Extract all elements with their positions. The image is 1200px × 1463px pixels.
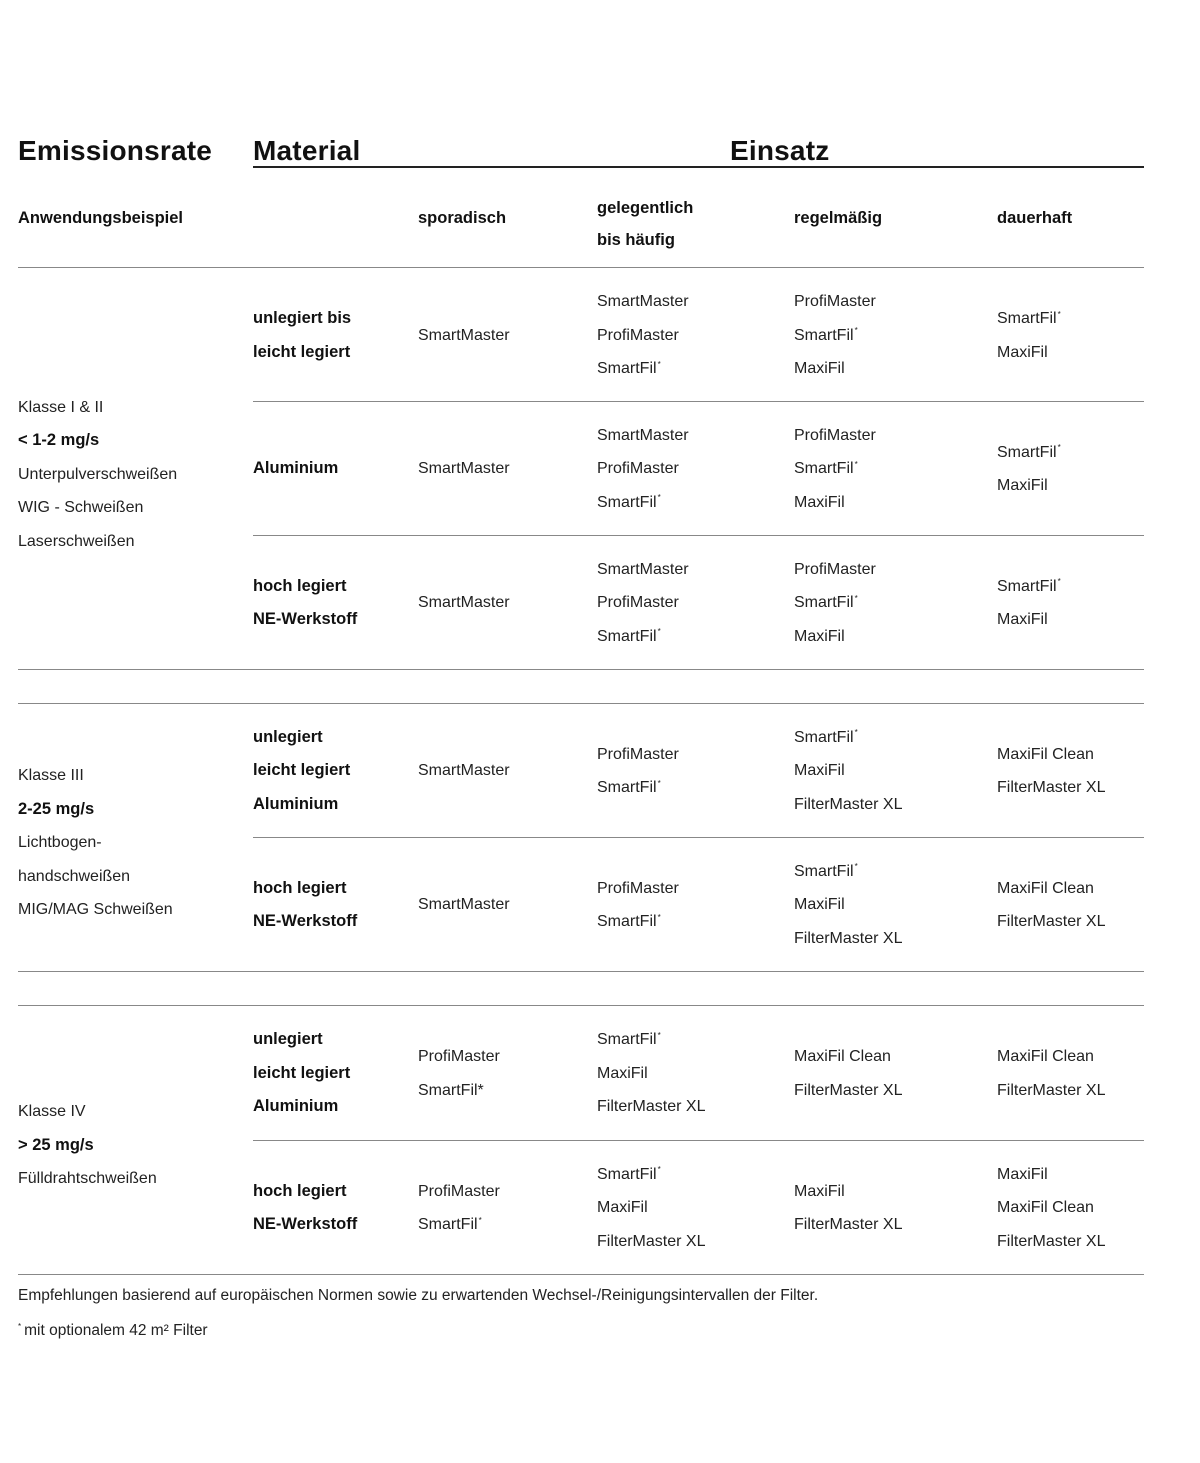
row-0-2-gelegentlich (597, 553, 689, 654)
group-1-class-line: handschweißen (18, 867, 131, 885)
row-0-1-gelegentlich-line: SmartMaster (597, 426, 689, 444)
row-1-0-regelmaessig-line: SmartFil* (794, 728, 858, 746)
footnote-optional-filter (18, 1322, 208, 1340)
row-0-0-regelmaessig-line: MaxiFil (794, 360, 845, 378)
row-0-1-regelmaessig-line: MaxiFil (794, 493, 845, 511)
row-2-0-material-line: leicht legiert (253, 1063, 351, 1082)
row-1-0-material-line: leicht legiert (253, 761, 351, 780)
group-1-class-line: Klasse III (18, 767, 84, 785)
group-0-class-line: Laserschweißen (18, 532, 135, 550)
row-0-2-dauerhaft-line: SmartFil* (997, 577, 1061, 595)
row-0-1-regelmaessig (794, 419, 876, 520)
row-1-0-sporadisch (418, 754, 510, 788)
group-1-class-line: MIG/MAG Schweißen (18, 901, 173, 919)
row-0-2-gelegentlich-line: SmartFil* (597, 627, 661, 645)
row-2-0-regelmaessig (794, 1040, 902, 1107)
row-0-2-sporadisch-line: SmartMaster (418, 594, 510, 612)
row-1-0-gelegentlich (597, 738, 679, 805)
optional-filter-marker: * (657, 359, 661, 369)
row-2-1-regelmaessig-line: MaxiFil (794, 1182, 845, 1200)
row-separator (253, 1140, 1144, 1141)
row-0-1-gelegentlich-line: SmartFil* (597, 493, 661, 511)
optional-filter-marker: * (1057, 309, 1061, 319)
optional-filter-marker: * (657, 778, 661, 788)
row-0-1-dauerhaft-line: MaxiFil (997, 477, 1048, 494)
row-1-1-dauerhaft-line: FilterMaster XL (997, 913, 1106, 930)
optional-filter-marker: * (657, 1030, 661, 1040)
footer-rule (18, 1274, 1144, 1275)
row-1-1-sporadisch (418, 888, 510, 922)
row-separator (253, 535, 1144, 536)
row-1-0-material-line: Aluminium (253, 794, 339, 813)
row-1-0-sporadisch-line: SmartMaster (418, 762, 510, 780)
row-1-0-dauerhaft-line: MaxiFil Clean (997, 745, 1094, 763)
row-2-0-dauerhaft-line: MaxiFil Clean (997, 1048, 1094, 1065)
optional-filter-marker: * (657, 1165, 661, 1175)
row-1-0-regelmaessig-line: FilterMaster XL (794, 795, 903, 813)
row-1-0-material-line: unlegiert (253, 727, 323, 746)
group-0-class-line: Unterpulverschweißen (18, 465, 178, 483)
heading-rule (253, 166, 1144, 168)
row-0-1-dauerhaft-line: SmartFil* (997, 443, 1061, 461)
group-0-class (18, 391, 177, 559)
row-0-2-regelmaessig (794, 553, 876, 654)
row-0-2-gelegentlich-line: ProfiMaster (597, 594, 679, 612)
optional-filter-marker: * (854, 326, 858, 336)
row-0-2-regelmaessig-line: ProfiMaster (794, 560, 876, 578)
row-0-2-material-line: NE-Werkstoff (253, 610, 358, 628)
row-0-1-material-line: Aluminium (253, 459, 339, 478)
optional-filter-marker: * (1057, 577, 1061, 587)
row-2-0-material-line: Aluminium (253, 1097, 339, 1116)
optional-filter-marker: * (854, 459, 858, 469)
row-1-1-material-line: hoch legiert (253, 878, 347, 897)
group-separator (18, 669, 1144, 670)
row-1-0-dauerhaft-line: FilterMaster XL (997, 779, 1106, 796)
row-2-0-gelegentlich-line: FilterMaster XL (597, 1098, 706, 1116)
row-2-1-material (253, 1175, 357, 1242)
row-2-1-gelegentlich (597, 1158, 705, 1259)
row-0-1-regelmaessig-line: ProfiMaster (794, 426, 876, 444)
row-1-1-sporadisch-line: SmartMaster (418, 896, 510, 914)
row-1-0-dauerhaft (997, 738, 1105, 805)
row-1-0-material (253, 721, 350, 822)
row-0-1-sporadisch-line: SmartMaster (418, 460, 510, 478)
group-0-class-line: < 1-2 mg/s (18, 431, 100, 450)
group-1-class-line: Lichtbogen- (18, 834, 102, 852)
row-2-1-regelmaessig (794, 1175, 902, 1242)
row-2-1-dauerhaft-line: FilterMaster XL (997, 1232, 1106, 1250)
group-1-class (18, 759, 173, 927)
col-header-gelegentlich-line1: gelegentlich (597, 199, 694, 217)
row-1-1-material (253, 872, 357, 939)
row-0-2-material (253, 570, 357, 637)
row-0-0-regelmaessig-line: ProfiMaster (794, 293, 876, 311)
group-2-class-line: Klasse IV (18, 1103, 86, 1121)
row-0-0-sporadisch-line: SmartMaster (418, 326, 510, 344)
row-2-1-gelegentlich-line: SmartFil* (597, 1165, 661, 1183)
row-1-1-gelegentlich-line: SmartFil* (597, 912, 661, 930)
row-2-1-dauerhaft-line: MaxiFil (997, 1165, 1048, 1183)
row-0-2-regelmaessig-line: SmartFil* (794, 593, 858, 612)
row-separator (253, 401, 1144, 402)
row-1-1-dauerhaft-line: MaxiFil Clean (997, 879, 1094, 897)
row-0-2-regelmaessig-line: MaxiFil (794, 627, 845, 645)
row-2-1-gelegentlich-line: MaxiFil (597, 1199, 648, 1217)
group-1-class-line: 2-25 mg/s (18, 799, 95, 818)
group-separator (18, 703, 1144, 704)
row-2-0-material-line: unlegiert (253, 1030, 323, 1049)
row-2-0-sporadisch (418, 1040, 500, 1107)
row-0-2-sporadisch (418, 586, 510, 620)
row-2-0-sporadisch-line: SmartFil* (418, 1081, 484, 1099)
row-0-1-gelegentlich-line: ProfiMaster (597, 460, 679, 478)
row-2-0-material (253, 1023, 350, 1124)
group-2-class-line: Fülldrahtschweißen (18, 1170, 157, 1188)
row-0-2-dauerhaft-line: MaxiFil (997, 611, 1048, 628)
row-2-1-sporadisch (418, 1175, 500, 1242)
col-header-example: Anwendungsbeispiel (18, 209, 184, 227)
row-1-1-gelegentlich-line: ProfiMaster (597, 879, 679, 897)
optional-filter-marker: * (854, 593, 858, 603)
row-0-2-gelegentlich-line: SmartMaster (597, 560, 689, 578)
row-2-0-gelegentlich (597, 1023, 705, 1124)
optional-filter-marker: * (478, 1215, 482, 1225)
heading-material: Material (253, 135, 361, 166)
col-header-dauerhaft: dauerhaft (997, 209, 1073, 227)
footnote: Empfehlungen basierend auf europäischen Normen sowie zu erwartenden Wechsel-/Reinigungsintervallen der Filter. (18, 1287, 819, 1304)
row-1-1-dauerhaft (997, 872, 1105, 939)
row-0-1-material (253, 452, 338, 486)
row-2-1-material-line: hoch legiert (253, 1181, 347, 1200)
row-0-0-material (253, 302, 351, 369)
row-2-1-gelegentlich-line: FilterMaster XL (597, 1232, 706, 1250)
heading-emissionsrate: Emissionsrate (18, 135, 213, 166)
row-2-1-dauerhaft-line: MaxiFil Clean (997, 1199, 1094, 1217)
heading-einsatz: Einsatz (730, 135, 830, 166)
row-0-2-material-line: hoch legiert (253, 576, 347, 595)
footnote-optional-filter-text: mit optionalem 42 m² Filter (24, 1322, 208, 1339)
optional-filter-marker: * (657, 493, 661, 503)
group-0-class-line: WIG - Schweißen (18, 499, 144, 517)
row-2-0-regelmaessig-line: FilterMaster XL (794, 1081, 903, 1099)
row-0-1-gelegentlich (597, 419, 689, 520)
optional-filter-marker: * (854, 728, 858, 738)
row-2-0-gelegentlich-line: MaxiFil (597, 1064, 648, 1082)
optional-filter-marker: * (854, 862, 858, 872)
row-0-0-sporadisch (418, 319, 510, 353)
row-2-0-sporadisch-line: ProfiMaster (418, 1048, 500, 1065)
row-2-1-sporadisch-line: ProfiMaster (418, 1182, 500, 1200)
optional-filter-marker: * (657, 627, 661, 637)
row-0-0-regelmaessig (794, 285, 876, 386)
row-1-1-regelmaessig-line: FilterMaster XL (794, 929, 903, 947)
row-1-1-gelegentlich (597, 872, 679, 939)
row-0-0-regelmaessig-line: SmartFil* (794, 326, 858, 344)
row-0-0-material-line: unlegiert bis (253, 309, 352, 327)
row-2-1-sporadisch-line: SmartFil* (418, 1215, 482, 1233)
col-header-gelegentlich-line2: bis häufig (597, 230, 675, 249)
row-0-0-gelegentlich-line: SmartFil* (597, 359, 661, 378)
row-1-1-regelmaessig-line: SmartFil* (794, 862, 858, 880)
row-1-0-gelegentlich-line: ProfiMaster (597, 745, 679, 763)
row-2-0-regelmaessig-line: MaxiFil Clean (794, 1048, 891, 1065)
group-separator (18, 971, 1144, 972)
header-rule (18, 267, 1144, 268)
row-0-0-material-line: leicht legiert (253, 342, 351, 361)
group-0-class-line: Klasse I & II (18, 398, 104, 416)
row-2-0-dauerhaft-line: FilterMaster XL (997, 1081, 1106, 1099)
col-header-regelmaessig: regelmäßig (794, 209, 883, 227)
group-separator (18, 1005, 1144, 1006)
row-separator (253, 837, 1144, 838)
row-1-1-regelmaessig-line: MaxiFil (794, 896, 845, 914)
row-0-0-dauerhaft-line: MaxiFil (997, 343, 1048, 361)
row-2-1-material-line: NE-Werkstoff (253, 1215, 358, 1233)
group-2-class (18, 1095, 157, 1196)
optional-filter-marker: * (1057, 443, 1061, 453)
row-0-1-regelmaessig-line: SmartFil* (794, 459, 858, 478)
row-1-0-gelegentlich-line: SmartFil* (597, 778, 661, 796)
row-2-0-dauerhaft (997, 1040, 1105, 1107)
row-0-0-gelegentlich-line: SmartMaster (597, 293, 689, 311)
row-0-0-dauerhaft-line: SmartFil* (997, 309, 1061, 327)
optional-filter-marker: * (657, 912, 661, 922)
row-1-0-regelmaessig (794, 721, 902, 822)
row-0-0-gelegentlich-line: ProfiMaster (597, 326, 679, 344)
col-header-gelegentlich (597, 193, 693, 256)
row-0-1-sporadisch (418, 452, 510, 486)
row-2-0-gelegentlich-line: SmartFil* (597, 1030, 661, 1049)
row-1-0-regelmaessig-line: MaxiFil (794, 762, 845, 780)
row-0-2-dauerhaft (997, 570, 1061, 637)
row-1-1-regelmaessig (794, 855, 902, 956)
row-2-1-regelmaessig-line: FilterMaster XL (794, 1216, 903, 1233)
row-0-1-dauerhaft (997, 436, 1061, 503)
footnote-star: * (18, 1321, 22, 1331)
row-0-0-dauerhaft (997, 302, 1061, 369)
row-1-1-material-line: NE-Werkstoff (253, 912, 358, 930)
row-2-1-dauerhaft (997, 1158, 1105, 1259)
row-0-0-gelegentlich (597, 285, 689, 386)
group-2-class-line: > 25 mg/s (18, 1135, 94, 1154)
col-header-sporadisch: sporadisch (418, 209, 507, 227)
